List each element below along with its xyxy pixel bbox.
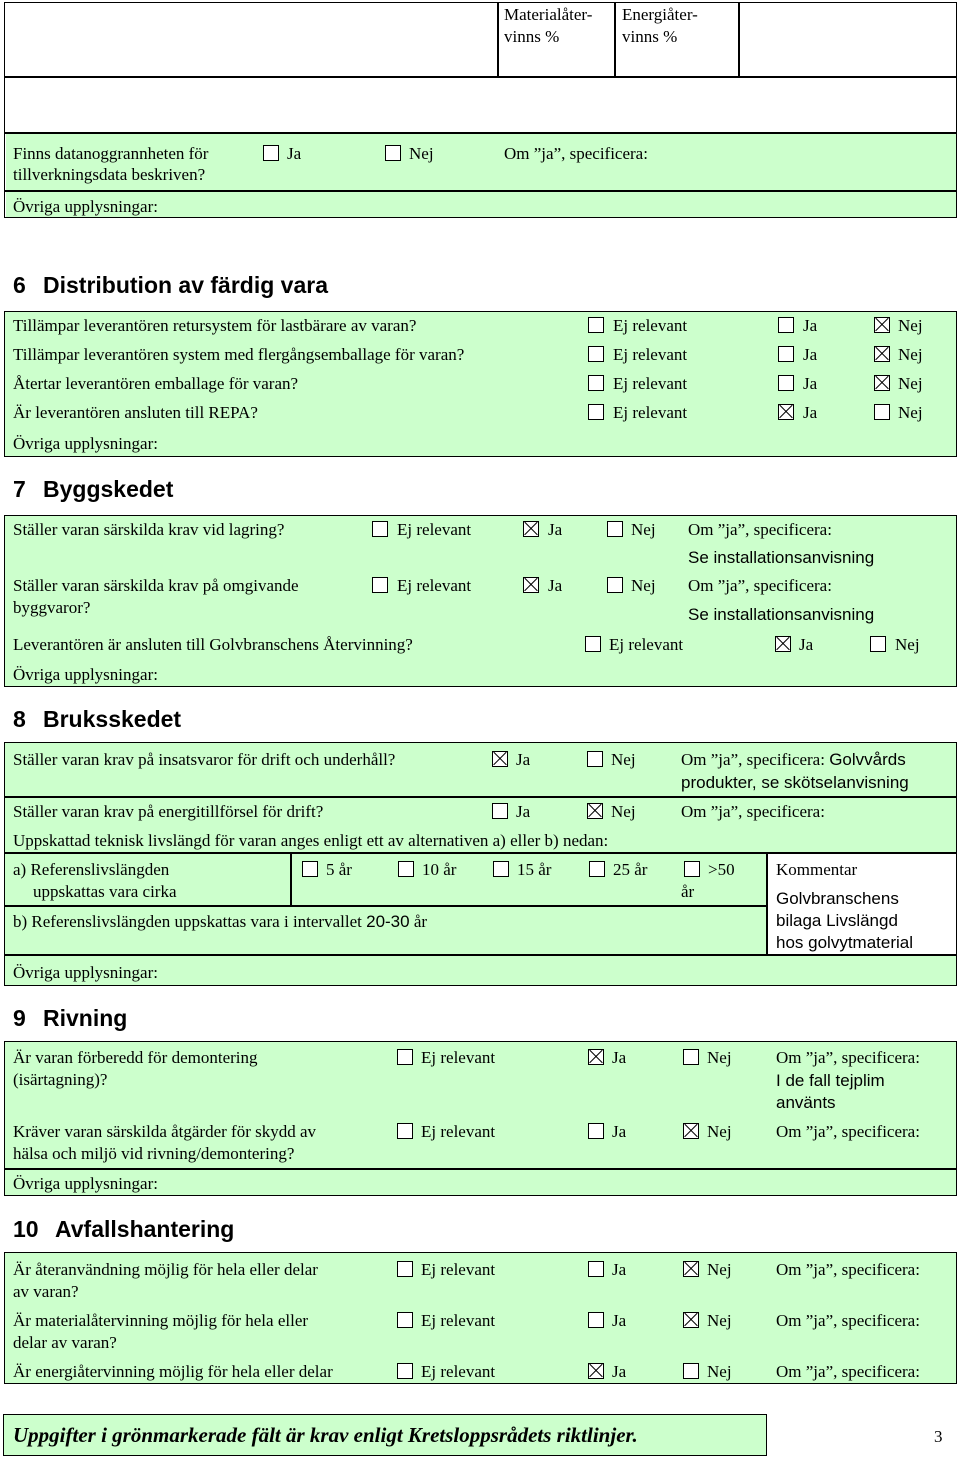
label-nej: Nej (707, 1260, 732, 1279)
section-8-heading (13, 706, 181, 733)
checkbox-ja-checked[interactable] (588, 1049, 604, 1065)
label-ej-relevant: Ej relevant (397, 520, 472, 539)
checkbox-ej-relevant[interactable] (588, 317, 604, 333)
section-7-heading (13, 476, 173, 503)
label-over-50: >50 (708, 860, 735, 879)
label-10-ar: 10 år (422, 860, 457, 879)
label-ja: Ja (612, 1362, 627, 1381)
question-material-recycling-line1: Är materialåtervinning möjlig för hela eller (13, 1311, 309, 1330)
question: Återtar leverantören emballage för varan? (13, 374, 299, 393)
question: Tillämpar leverantören retursystem för lastbärare av varan? (13, 316, 417, 335)
checkbox-ej-relevant[interactable] (397, 1312, 413, 1328)
section-6-heading (13, 272, 328, 299)
checkbox-ej-relevant[interactable] (588, 346, 604, 362)
question-dismantling-line2: (isärtagning)? (13, 1070, 108, 1089)
label-nej: Nej (898, 403, 923, 422)
specification-value-line1: I de fall tejplim (776, 1071, 885, 1090)
ovriga-label: Övriga upplysningar: (13, 1174, 158, 1193)
label-ja: Ja (612, 1260, 627, 1279)
label-ja: Ja (548, 520, 563, 539)
label-ej-relevant: Ej relevant (421, 1362, 496, 1381)
ovriga-label: Övriga upplysningar: (13, 665, 158, 684)
ovriga-label: Övriga upplysningar: (13, 963, 158, 982)
checkbox-ja-checked[interactable] (778, 404, 794, 420)
checkbox-nej[interactable] (683, 1363, 699, 1379)
section-number: 9 (13, 1005, 26, 1031)
label-om-ja: Om ”ja”, specificera: (504, 144, 648, 163)
label-nej: Nej (707, 1362, 732, 1381)
specification-value: Se installationsanvisning (688, 548, 875, 567)
label-ja: Ja (803, 374, 818, 393)
section-10-heading (13, 1216, 234, 1243)
question-material-recycling-line2: delar av varan? (13, 1333, 117, 1352)
question-energy-recovery: Är energiåtervinning möjlig för hela eller delar (13, 1362, 333, 1381)
option-a-line1: a) Referenslivslängden (13, 860, 170, 879)
checkbox-nej-checked[interactable] (874, 317, 890, 333)
checkbox-nej[interactable] (607, 577, 623, 593)
checkbox-ja[interactable] (778, 346, 794, 362)
checkbox-ja[interactable] (588, 1123, 604, 1139)
section-title: Byggskedet (43, 476, 174, 502)
checkbox-ej-relevant[interactable] (585, 636, 601, 652)
section-title: Rivning (43, 1005, 128, 1031)
col-energy-line1: Energiåter- (622, 5, 698, 24)
label-nej: Nej (898, 345, 923, 364)
checkbox-nej[interactable] (874, 404, 890, 420)
label-nej: Nej (898, 316, 923, 335)
label-nej: Nej (631, 576, 656, 595)
checkbox-25-ar[interactable] (589, 861, 605, 877)
label-ja: Ja (516, 750, 531, 769)
section-number: 7 (13, 476, 26, 502)
question-protection-line2: hälsa och miljö vid rivning/demontering? (13, 1144, 295, 1163)
section-title: Distribution av färdig vara (43, 272, 329, 298)
label-ja: Ja (803, 403, 818, 422)
label-nej: Nej (707, 1122, 732, 1141)
checkbox-15-ar[interactable] (493, 861, 509, 877)
checkbox-nej-checked[interactable] (874, 375, 890, 391)
kommentar-line2: bilaga Livslängd (776, 911, 898, 930)
question: Är leverantören ansluten till REPA? (13, 403, 258, 422)
checkbox-ja[interactable] (588, 1312, 604, 1328)
label-ja: Ja (612, 1048, 627, 1067)
checkbox-ja-checked[interactable] (588, 1363, 604, 1379)
question-protection-line1: Kräver varan särskilda åtgärder för skydd av (13, 1122, 317, 1141)
label-ja: Ja (612, 1311, 627, 1330)
ovriga-label: Övriga upplysningar: (13, 197, 158, 216)
footer-note: Uppgifter i grönmarkerade fält är krav enligt Kretsloppsrådets riktlinjer. (13, 1423, 638, 1447)
label-25-ar: 25 år (613, 860, 648, 879)
checkbox-ej-relevant[interactable] (397, 1049, 413, 1065)
label-om-ja: Om ”ja”, specificera: (776, 1362, 920, 1381)
checkbox-nej[interactable] (683, 1049, 699, 1065)
question-lifespan: Uppskattad teknisk livslängd för varan anges enligt ett av alternativen a) eller b) nedan: (13, 831, 609, 850)
label-nej: Nej (707, 1048, 732, 1067)
checkbox-ej-relevant[interactable] (588, 404, 604, 420)
option-b (13, 911, 427, 933)
label-nej: Nej (895, 635, 920, 654)
checkbox-ej-relevant[interactable] (397, 1123, 413, 1139)
label-ej-relevant: Ej relevant (613, 316, 688, 335)
label-ej-relevant: Ej relevant (421, 1048, 496, 1067)
label-om-ja: Om ”ja”, specificera: (776, 1122, 920, 1141)
question-storage: Ställer varan särskilda krav vid lagring? (13, 520, 285, 539)
checkbox-nej-checked[interactable] (587, 803, 603, 819)
checkbox-ej-relevant[interactable] (397, 1261, 413, 1277)
checkbox-ja-checked[interactable] (775, 636, 791, 652)
label-ja: Ja (548, 576, 563, 595)
specification-value-line2: använts (776, 1093, 836, 1112)
label-ja: Ja (803, 316, 818, 335)
checkbox-ja[interactable] (778, 317, 794, 333)
checkbox-ja[interactable] (263, 145, 279, 161)
label-om-ja: Om ”ja”, specificera: (688, 520, 832, 539)
option-b-text: b) Referenslivslängden uppskattas vara i intervallet (13, 912, 367, 931)
checkbox-ej-relevant[interactable] (372, 521, 388, 537)
footer-note-box (3, 1414, 767, 1456)
checkbox-nej-checked[interactable] (683, 1261, 699, 1277)
checkbox-ej-relevant[interactable] (397, 1363, 413, 1379)
checkbox-nej[interactable] (870, 636, 886, 652)
checkbox-ja-checked[interactable] (523, 521, 539, 537)
checkbox-nej[interactable] (385, 145, 401, 161)
label-nej: Nej (898, 374, 923, 393)
label-5-ar: 5 år (326, 860, 352, 879)
ovriga-label: Övriga upplysningar: (13, 434, 158, 453)
label-ja: Ja (516, 802, 531, 821)
label-om-ja: Om ”ja”, specificera: (681, 802, 825, 821)
option-a-line2: uppskattas vara cirka (33, 882, 177, 901)
label-nej: Nej (631, 520, 656, 539)
label-over-50-unit: år (681, 882, 695, 901)
checkbox-over-50-ar[interactable] (684, 861, 700, 877)
label-15-ar: 15 år (517, 860, 552, 879)
checkbox-ej-relevant[interactable] (588, 375, 604, 391)
checkbox-5-ar[interactable] (302, 861, 318, 877)
option-b-unit: år (409, 912, 428, 931)
checkbox-ja[interactable] (492, 803, 508, 819)
question: Tillämpar leverantören system med flergångsemballage för varan? (13, 345, 465, 364)
label-ej-relevant: Ej relevant (421, 1311, 496, 1330)
label-om-ja: Om ”ja”, specificera: (688, 576, 832, 595)
question-accuracy-line1: Finns datanoggrannheten för (13, 144, 209, 163)
kommentar-line3: hos golvytmaterial (776, 933, 914, 952)
label-ej-relevant: Ej relevant (609, 635, 684, 654)
specification-value-line2: produkter, se skötselanvisning (681, 773, 909, 792)
question-energy-supply: Ställer varan krav på energitillförsel för drift? (13, 802, 324, 821)
kommentar-line1: Golvbranschens (776, 889, 899, 908)
question-surroundings-line2: byggvaror? (13, 598, 91, 617)
option-b-value: 20-30 (366, 912, 410, 931)
label-ej-relevant: Ej relevant (613, 345, 688, 364)
question-accuracy-line2: tillverkningsdata beskriven? (13, 165, 206, 184)
col-material-line2: vinns % (504, 27, 560, 46)
col-energy-line2: vinns % (622, 27, 678, 46)
label-ej-relevant: Ej relevant (397, 576, 472, 595)
label-nej: Nej (611, 802, 636, 821)
label-ja: Ja (803, 345, 818, 364)
specification-value: Se installationsanvisning (688, 605, 875, 624)
checkbox-ja-checked[interactable] (492, 751, 508, 767)
checkbox-ej-relevant[interactable] (372, 577, 388, 593)
checkbox-nej-checked[interactable] (683, 1123, 699, 1139)
question-reuse-line2: av varan? (13, 1282, 79, 1301)
checkbox-ja[interactable] (588, 1261, 604, 1277)
question-consumables: Ställer varan krav på insatsvaror för drift och underhåll? (13, 750, 396, 769)
checkbox-nej[interactable] (607, 521, 623, 537)
section-title: Avfallshantering (55, 1216, 235, 1242)
question-reuse-line1: Är återanvändning möjlig för hela eller delar (13, 1260, 318, 1279)
label-ja: Ja (612, 1122, 627, 1141)
section-title: Bruksskedet (43, 706, 182, 732)
checkbox-nej-checked[interactable] (874, 346, 890, 362)
checkbox-ja-checked[interactable] (523, 577, 539, 593)
label-ej-relevant: Ej relevant (613, 403, 688, 422)
label-om-ja: Om ”ja”, specificera: (776, 1048, 920, 1067)
question-recycling-member: Leverantören är ansluten till Golvbranschens Återvinning? (13, 635, 413, 654)
col-material-line1: Materialåter- (504, 5, 593, 24)
checkbox-ja[interactable] (778, 375, 794, 391)
om-ja-text: Om ”ja”, specificera: (681, 750, 825, 769)
label-om-ja (681, 749, 906, 771)
label-ej-relevant: Ej relevant (613, 374, 688, 393)
checkbox-nej-checked[interactable] (683, 1312, 699, 1328)
question-surroundings-line1: Ställer varan särskilda krav på omgivande (13, 576, 299, 595)
section-number: 6 (13, 272, 26, 298)
label-nej: Nej (409, 144, 434, 163)
page-number: 3 (934, 1427, 943, 1446)
label-ej-relevant: Ej relevant (421, 1122, 496, 1141)
question-dismantling-line1: Är varan förberedd för demontering (13, 1048, 258, 1067)
specification-value: Golvvårds (829, 750, 906, 769)
label-nej: Nej (611, 750, 636, 769)
label-ej-relevant: Ej relevant (421, 1260, 496, 1279)
section-9-heading (13, 1005, 127, 1032)
label-nej: Nej (707, 1311, 732, 1330)
label-ja: Ja (287, 144, 302, 163)
label-om-ja: Om ”ja”, specificera: (776, 1260, 920, 1279)
checkbox-10-ar[interactable] (398, 861, 414, 877)
label-ja: Ja (799, 635, 814, 654)
section-number: 8 (13, 706, 26, 732)
kommentar-label: Kommentar (776, 860, 858, 879)
checkbox-nej[interactable] (587, 751, 603, 767)
section-number: 10 (13, 1216, 39, 1242)
label-om-ja: Om ”ja”, specificera: (776, 1311, 920, 1330)
